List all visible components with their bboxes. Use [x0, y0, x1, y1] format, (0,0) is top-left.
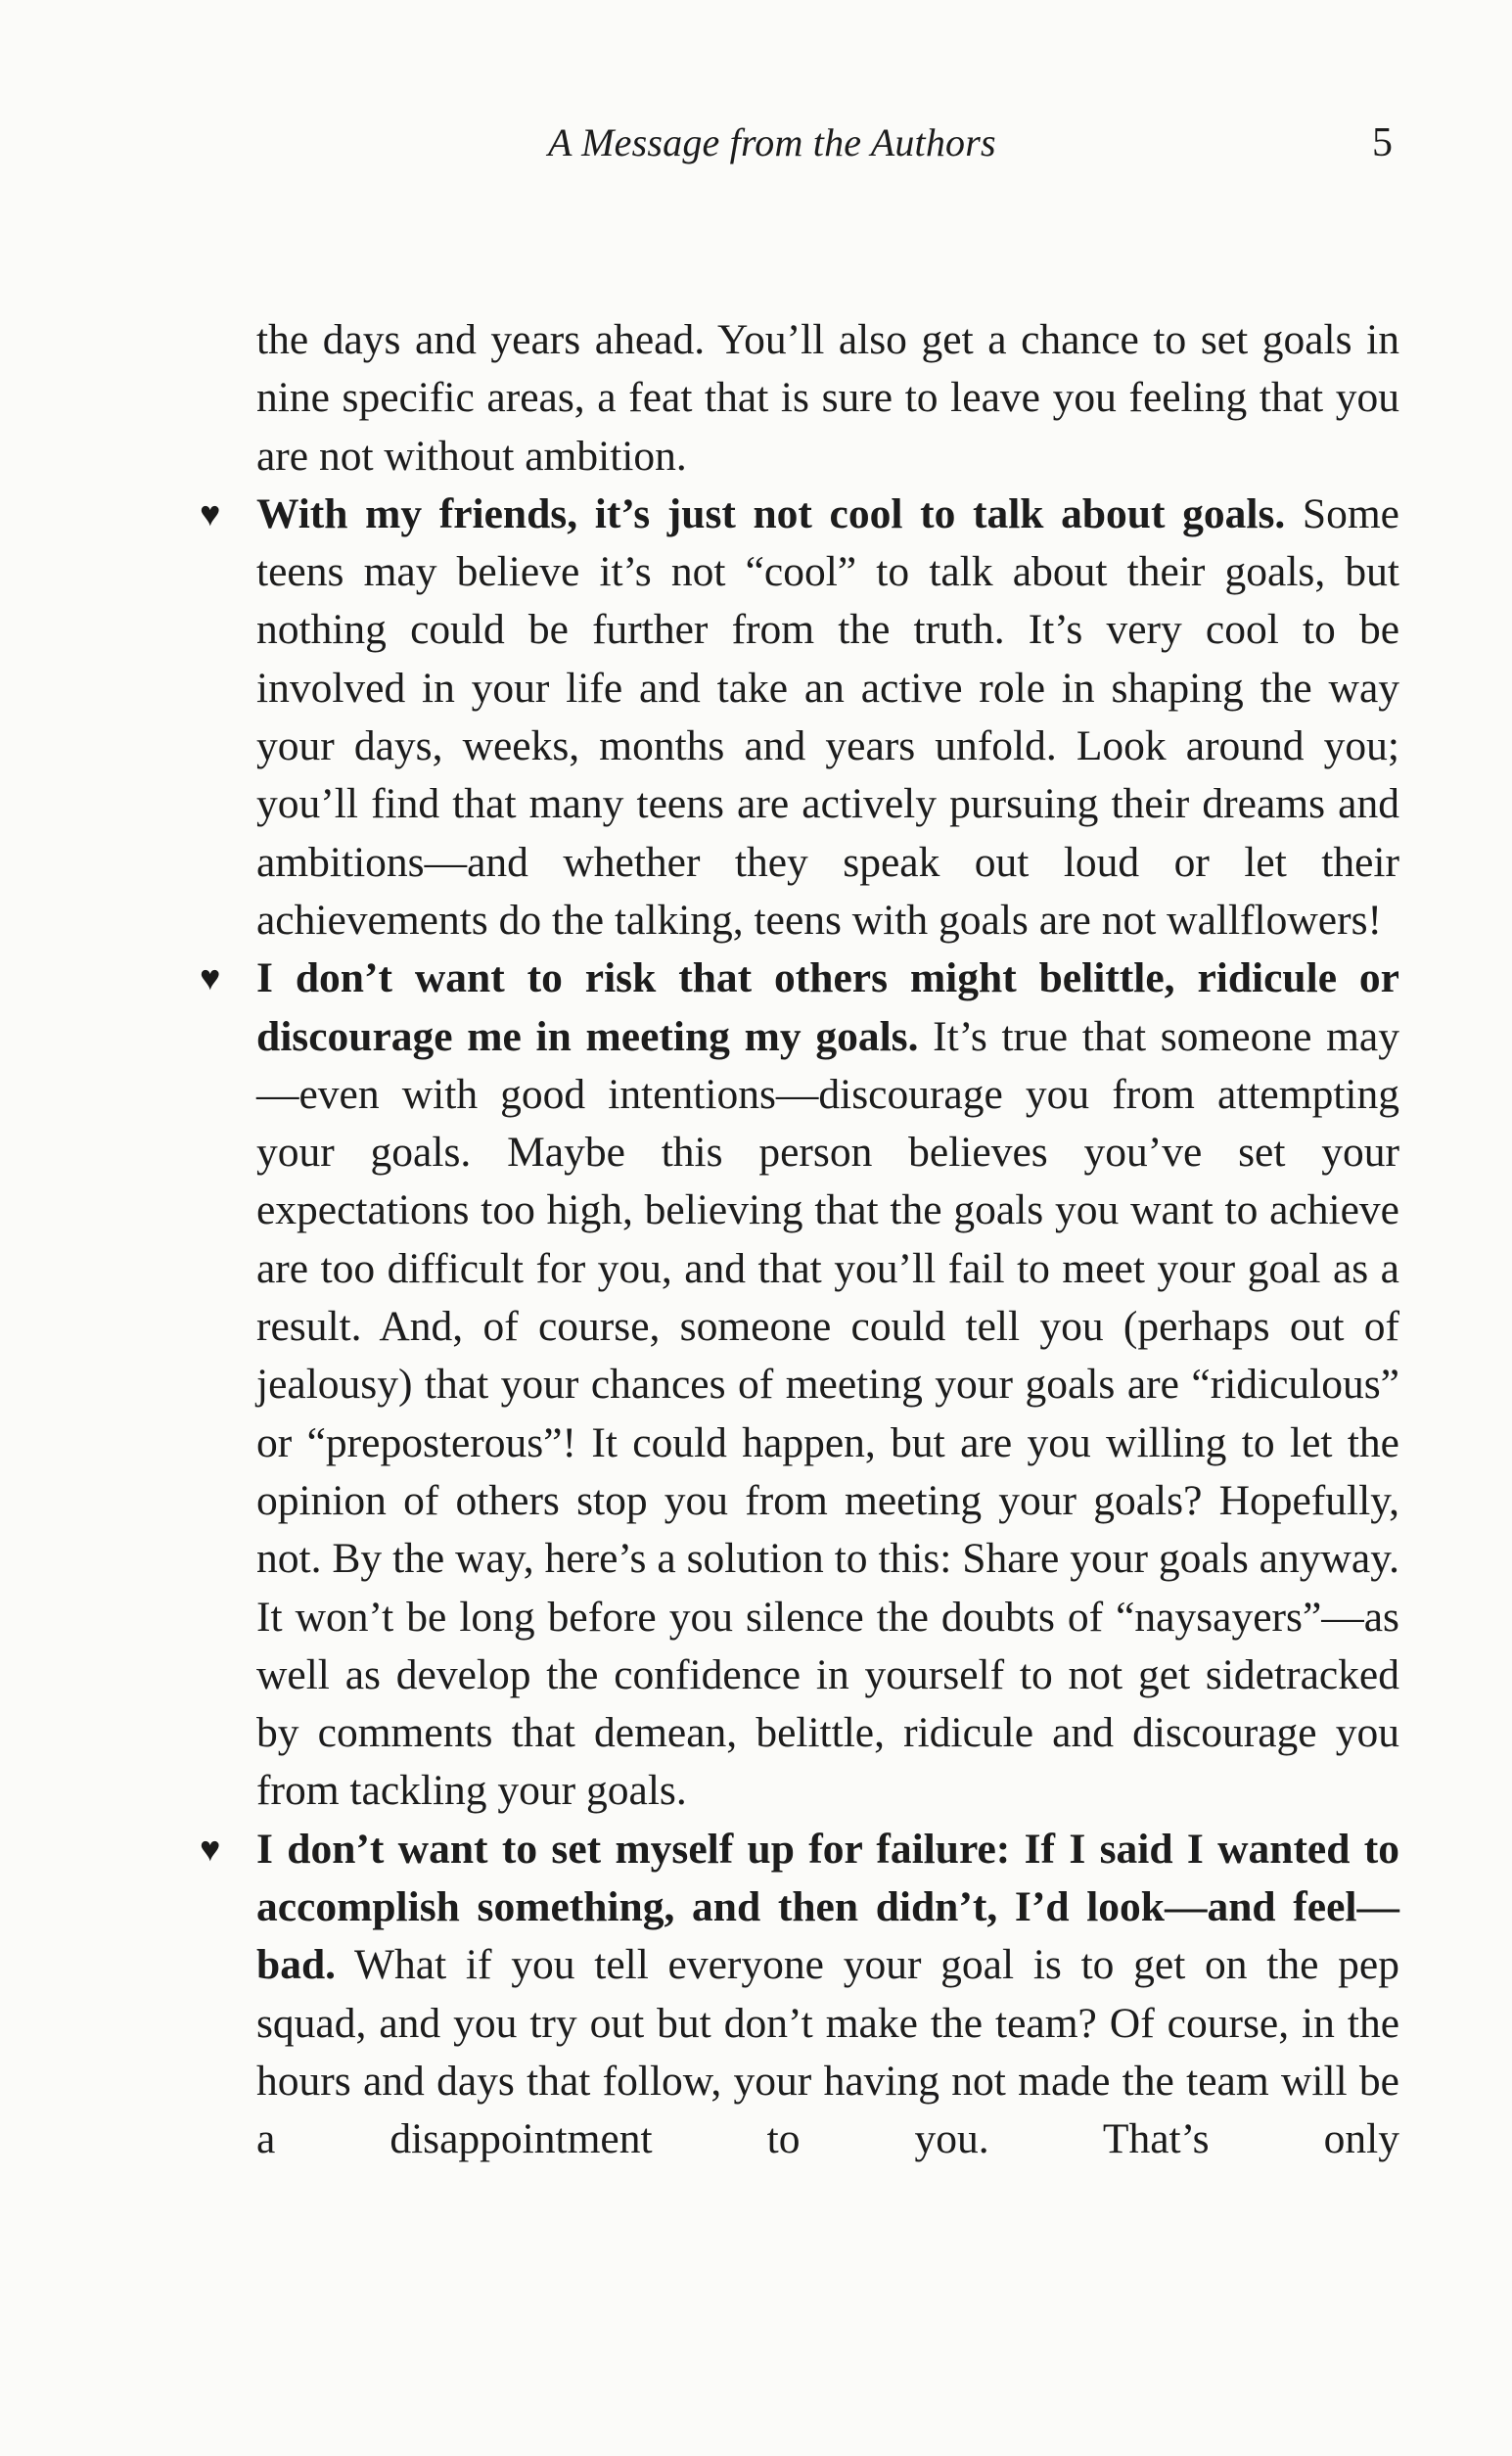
bullet-lead: With my friends, it’s just not cool to talk about goals. [256, 489, 1286, 537]
bullet-body: What if you tell everyone your goal is to get on the pep squad, and you try out but don’t make the team? Of course, in the hours and days that follow, your having not made the team will be a disappointment to you. That’s only [256, 1941, 1399, 2163]
bullet-paragraph [256, 1821, 1399, 2169]
header-title: A Message from the Authors [548, 120, 996, 164]
bullet-item [200, 486, 1399, 950]
heart-icon: ♥ [200, 1829, 221, 1869]
bullet-item [200, 1821, 1399, 2169]
continuation-paragraph: the days and years ahead. You’ll also get a chance to set goals in nine specific areas, a feat that is sure to leave you feeling that you are not without ambition. [256, 316, 1399, 480]
bullet-paragraph [256, 950, 1399, 1820]
heart-icon: ♥ [200, 958, 221, 998]
running-header [0, 119, 1512, 178]
bullet-lead: I don’t want to risk that others might belittle, ridicule or discourage me in meeting my goals. [256, 954, 1399, 1060]
bullet-body: It’s true that someone may—even with good intentions—discourage you from attempting your goals. Maybe this person believes you’ve set your expectations too high, believing that the goals you want to achieve are too difficult for you, and that you’ll fail to meet your goal as a result. And, of course, someone could tell you (perhaps out of jealousy) that your chances of meeting your goals are “ridiculous” or “preposterous”! It could happen, but are you willing to let the opinion of others stop you from meeting your goals? Hopefully, not. By the way, here’s a solution to this: Share your goals anyway. It won’t be long before you silence the doubts of “naysayers”—as well as develop the confidence in yourself to not get sidetracked by comments that demean, belittle, ridicule and discourage you from tackling your goals. [256, 1012, 1399, 1815]
bullet-item [200, 950, 1399, 1820]
body-text [200, 311, 1399, 2169]
bullet-body: Some teens may believe it’s not “cool” to talk about their goals, but nothing could be further from the truth. It’s very cool to be involved in your life and take an active role in shaping the way your days, weeks, months and years unfold. Look around you; you’ll find that many teens are actively pursuing their dreams and ambitions—and whether they speak out loud or let their achievements do the talking, teens with goals are not wallflowers! [256, 489, 1399, 944]
bullet-paragraph [256, 486, 1399, 950]
bullet-lead: I don’t want to set myself up for failure: If I said I wanted to accomplish something, and then didn’t, I’d look—and feel—bad. [256, 1825, 1399, 1989]
heart-icon: ♥ [200, 493, 221, 533]
page-number: 5 [1372, 120, 1393, 165]
